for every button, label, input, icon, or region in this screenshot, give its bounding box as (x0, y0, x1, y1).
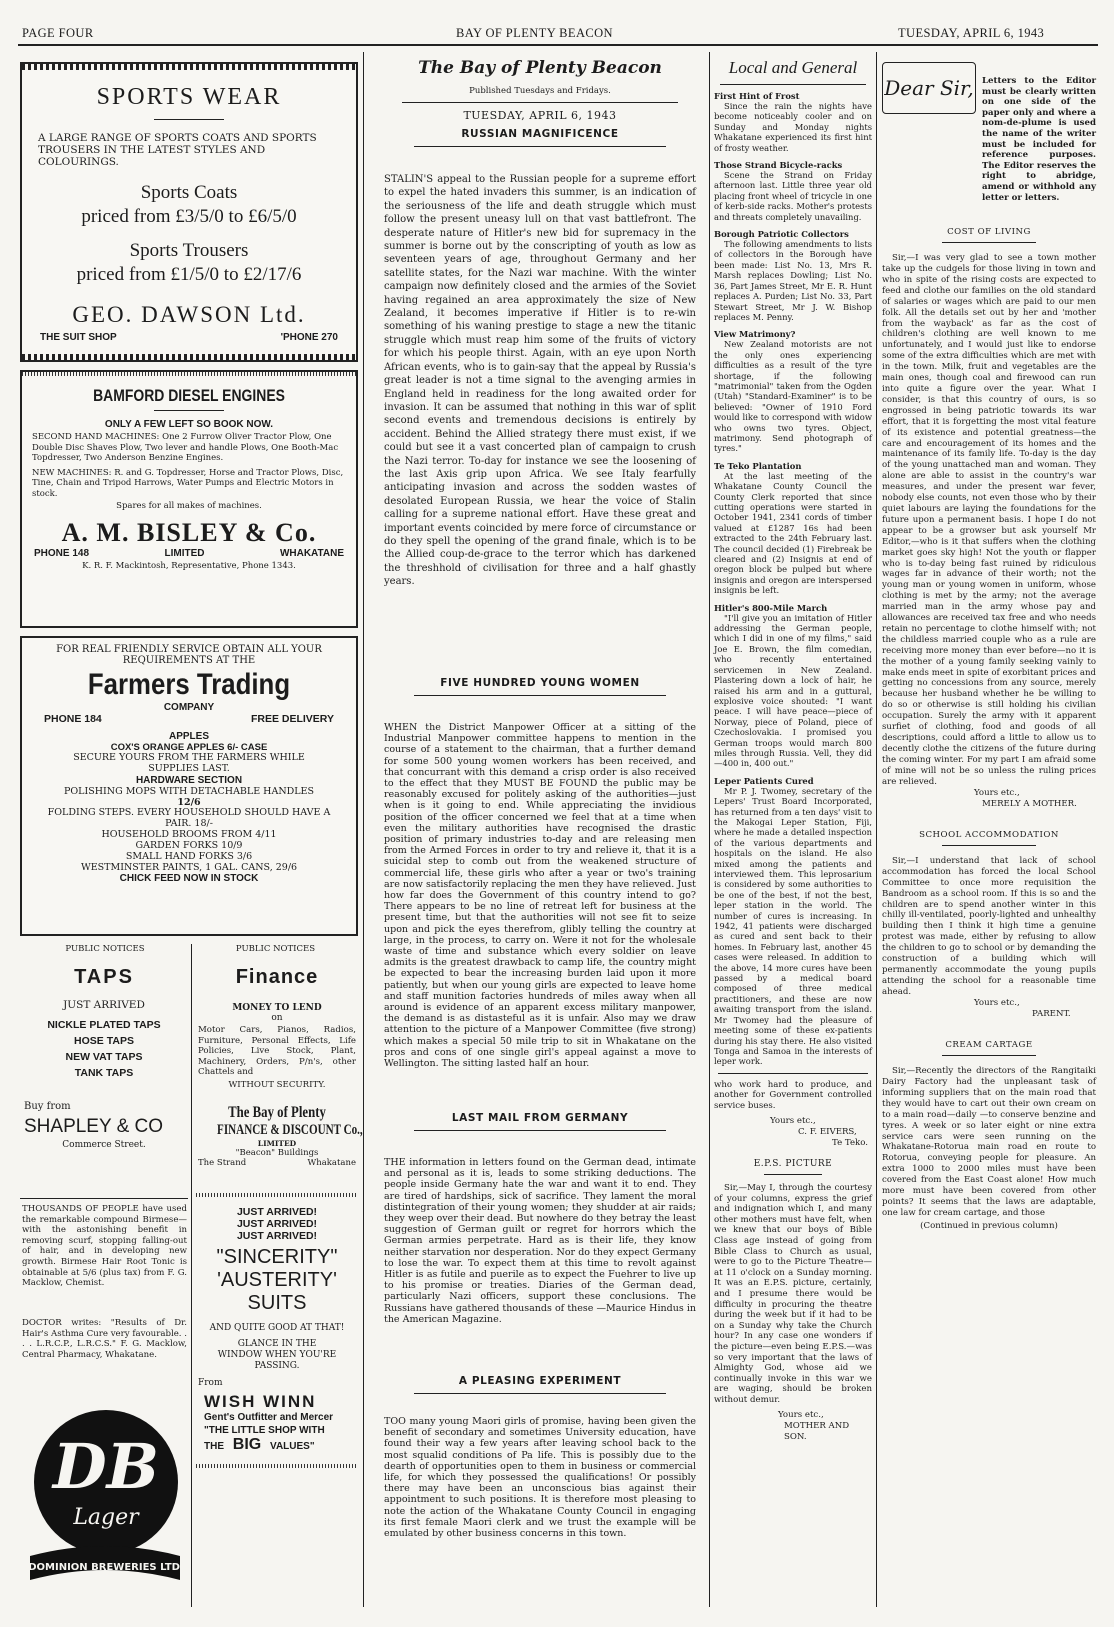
header-rule (18, 44, 1098, 46)
austerity: 'AUSTERITY' (217, 1269, 337, 1291)
hardware-heading: HARDWARE SECTION (135, 775, 243, 786)
taps-ad (20, 960, 188, 1200)
notice-divider (191, 944, 192, 1607)
taps-item: NICKLE PLATED TAPS (47, 1019, 161, 1031)
ad-intro: A LARGE RANGE OF SPORTS COATS AND SPORTS TROUSERS IN THE LATEST STYLES AND COLOURINGS. (38, 132, 317, 168)
local-items (714, 91, 872, 1067)
apples-heading: APPLES (168, 731, 209, 742)
local-item-text: At the last meeting of the Whakatane County Council the County Clerk reported that since cutting operations were started in October 1941, 2341 cords of timber valued at £1287 16s had been extracted to the 24th February last. The council decided (1) Firebreak be cleared and (2) Insignis at end of oregon block be pulped but where insignis and oregon are interspersed insignis be left. (714, 470, 872, 596)
steps-line: FOLDING STEPS. EVERY HOUSEHOLD SHOULD HAVE A PAIR. 18/- (47, 807, 331, 829)
big-word: BIG (232, 1436, 262, 1453)
letters-column (882, 54, 1096, 1614)
letter-sign: Yours etc., (778, 1409, 824, 1420)
shop-slogan: "THE LITTLE SHOP WITH (204, 1425, 325, 1436)
ad-representative: K. R. F. Mackintosh, Representative, Phone 1343. (82, 561, 296, 572)
svg-text:DOMINION BREWERIES LTD.: DOMINION BREWERIES LTD. (28, 1562, 184, 1573)
letter-text: Sir,—I understand that lack of school accommodation has forced the local School Committee to once more requisition the Bandroom as a school room. If this is so and the children are to spend another winter in this chilly ill-ventilated, poorly-lighted and unhealthy building then I think it high time a genuine protest was made, either by refusing to allow the children to go to school or by demanding the construction of a building which will permanently accommodate the young pupils attending the school for a reasonable time ahead. (882, 855, 1096, 997)
local-item-heading: Borough Patriotic Collectors (714, 229, 849, 240)
strand-label: The Strand (198, 1157, 247, 1168)
ad-town: Whakatane (307, 1157, 356, 1168)
ad-border-pattern (196, 1193, 356, 1197)
heading-rule (414, 695, 666, 696)
letter-heading: COST OF LIVING (947, 227, 1031, 238)
letters-notice: Letters to the Editor must be clearly written on one side of the paper only and where a nom-de-plume is used the name of the writer must be included for reference purposes. The Editor reserves the right to abridge, amend or withhold any letter or letters. (982, 76, 1096, 203)
brooms-line: HOUSEHOLD BROOMS FROM 4/11 (101, 829, 277, 840)
local-item-heading: Hitler's 800-Mile March (714, 602, 828, 613)
letter-tail: who work hard to produce, and another for Government controlled service buses. (714, 1079, 872, 1111)
values-word: VALUES" (270, 1441, 315, 1452)
ornament-rule (154, 119, 224, 120)
editorial-heading: FIVE HUNDRED YOUNG WOMEN (440, 677, 640, 689)
beacon-buildings: "Beacon" Buildings (235, 1147, 319, 1158)
letter-sign: Yours etc., (974, 787, 1020, 798)
ad-phone: PHONE 184 (44, 713, 102, 725)
sports-coats: Sports Coats (140, 182, 238, 203)
the-word: THE (204, 1441, 224, 1452)
cox-apples: COX'S ORANGE APPLES 6/- CASE (110, 742, 268, 753)
ad-intro: FOR REAL FRIENDLY SERVICE OBTAIN ALL YOUR REQUIREMENTS AT THE (56, 644, 322, 666)
editorial-article: TOO many young Maori girls of promise, having been given the benefit of secondary and sometimes University education, have found their way a few years after leaving school back to the most squalid conditions of Pa life. This is possibly due to the dearth of opportunities open to them in business or commercial life, for which they possessed the qualifications! Or possibly there may have been an unconscious bias against their appointment to such positions. It is therefore most pleasing to note the action of the Whakatane County Council in engaging its first female Maori clerk and we trust the example will be emulated by other business concerns in this town. (384, 1416, 696, 1540)
notice-rule (20, 1198, 188, 1199)
new-machines-list: NEW MACHINES: R. and G. Topdresser, Horse and Tractor Plows, Disc, Tine, Chain and Tripod Harrows, Water Pumps and Electric Motors in stock. (32, 467, 344, 499)
spares-line: Spares for all makes of machines. (116, 501, 262, 511)
ad-border-pattern (22, 64, 356, 70)
editorial-heading: A PLEASING EXPERIMENT (458, 1375, 622, 1387)
db-lager-logo (24, 1396, 184, 1596)
birmese-notice: THOUSANDS OF PEOPLE have used the remarkable compound Birmese—with the astonishing benefit in removing scurf, stopping falling-out of hair, and in developing new growth. Birmese Hair Root Tonic is obtainable at 5/6 (plus tax) from F. G. Macklow, Chemist. (22, 1204, 187, 1289)
page-number: PAGE FOUR (22, 26, 94, 40)
letter-sign: Yours etc., (974, 997, 1020, 1008)
just-arrived-line: JUST ARRIVED! (236, 1206, 318, 1218)
editorial-date: TUESDAY, APRIL 6, 1943 (463, 109, 617, 122)
published-line: Published Tuesdays and Fridays. (469, 86, 611, 96)
without-security: WITHOUT SECURITY. (228, 1079, 326, 1090)
editorial-article: STALIN'S appeal to the Russian people for a supreme effort to expel the hated invaders this summer, is an indication of the seriousness of the life and death struggle which must follow the present uneasy lull on that vast battlefront. The desperate nature of Hitler's new bid for supremacy in the summer is borne out by the conscripting of youth as low as seventeen years of age, throughout Germany and her satellite states, for the Nazi war machine. With the winter campaign now definitely closed and the armies of the Soviet having regained an area approximately the size of New Zealand, it becomes imperative if Hitler is to re-win something of his waning prestige to stage a new the titanic struggle which must reap him some of the fruits of victory for which his people thirst. Again, with an eye upon North African events, who is to gain-say that the appeal by Russia's great leader is not a time signal to the avenging armies in England held in readiness for the long awaited order for invasion. It can be assumed that nothing in this war of split second events and tremendous decisions is entirely by accident. Behind the Allied strategy there must exist, if we could but see it a vast concerted plan of campaign to crush the Nazi terror. To-day for instance we see the loosening of the last Axis grip upon Africa. We see Italy fearfully anticipating invasion and across the sodden wastes of desolated European Russia, we hear the voice of Stalin calling for a supreme national effort. Have these great and important events coincided by mere force of circumstance or do they spell the opening of the grand finale, which is to be the Allied coup-de-grace to the terror which has darkened the threshhold of civilisation for three and a half ghastly years. (384, 174, 696, 588)
editorial-column (384, 54, 696, 1614)
ad-phone: 'PHONE 270 (280, 332, 338, 343)
section-title: Local and General (728, 58, 858, 77)
local-item-text: "I'll give you an imitation of Hitler addressing the German people, which I did in one of my films," said Joe E. Brown, the film comedian, who recently entertained servicemen in New Zealand. Plastering down a lock of hair, he raised his arm and in a guttural, explosive voice shouted: "I want peace. I will have peace—piece of Norway, piece of Poland, piece of Czechoslovakia. I promised you German troops would march 800 miles through Russia. Vell, they did—400 in, 400 out." (714, 612, 872, 769)
ornament-rule (154, 410, 224, 411)
column-rule (363, 52, 364, 1607)
ad-firm-name: GEO. DAWSON Ltd. (72, 302, 306, 327)
dear-sir-text: Dear Sir, (884, 76, 974, 100)
letter-heading: SCHOOL ACCOMMODATION (919, 829, 1059, 840)
heading-rule (764, 1174, 822, 1175)
column-rule (709, 52, 710, 1607)
letter-text: Sir,—Recently the directors of the Rangitaiki Dairy Factory had the unpleasant task of informing suppliers that on the main road that they would have to cart out their own cream on to a main road—daily —to conserve benzine and tyres. A week or so later eight or nine extra service cars were seen running on the Whakatane-Rotorua main road en route to Rotorua, conveying people for pleasure. An extra 1000 to 2000 miles must have been covered from the East Coast alone! How much more must have been covered from other points? It seems that the laws are adaptable, one law for cream cartage, and those (882, 1066, 1096, 1218)
finance-items: Motor Cars, Pianos, Radios, Furniture, Personal Effects, Life Policies, Live Stock, Plant, Machinery, Orders, P/n's, other Chattels and (198, 1025, 356, 1078)
masthead: The Bay of Plenty Beacon (418, 58, 662, 78)
issue-date: TUESDAY, APRIL 6, 1943 (898, 26, 1045, 40)
letter-heading: CREAM CARTAGE (945, 1040, 1033, 1051)
svg-text:DB: DB (52, 1430, 160, 1503)
finance-ad (196, 960, 363, 1168)
letter-text: Sir,—I was very glad to see a town mother take up the cudgels for those living in town and who in spite of the rising costs are expected to feed and clothe our families on the old standard of salaries or wages which are paid to our men folk. All the details set out by her and 'mother from the wayback' as far as the cost of children's clothing are well known to me unfortunately, and I would just like to endorse some of the extra difficulties which are met with in the town. Milk, fruit and vegetables are the main ones, though coal and firewood can run into quite a figure over the year. What I consider, is that this country of ours, is so engrossed in being patriotic towards its war effort, that it is forgetting the most vital feature of its existence and potential greatness—the care and encouragement of its homes and the maintenance of its family life. To-day is the day of the young unattached man and woman. They alone are able to assist in the country's war measures, and under the present war fever, nobody else counts, not even those who by their quiet labours are laying the foundations for the future upon a permanent basis. I hope I do not appear to be a growser but ask yourself Mr Editor,—who is it that suffers when the clothing market goes sky high! Not the youth or flapper who is to-day being fast ruined by ridiculous wages far in advance of their worth; not the young man or young women in uniform, whose clothing is met by the army; not the average married man in the army whose pay and allowances are received tax free and who needs retain no percentage to clothe himself with; not the childless married couple who as a rule are receiving more money than ever before—no it is the mother of a young family seeking vainly to make ends meet in spite of exorbitant prices and getting no concessions from any source, merely because her husband whether he be willing to do so or otherwise is still holding his civilian occupation. Surely the army with it apparent surfiet of clothing, food and goods of all descriptions, could afford a little to allow us to decently clothe the citizens of the future during the coming winter. For my part I am afraid some of mine will not be so unless the ruling prices are relieved. (882, 253, 1096, 787)
ad-title: BAMFORD DIESEL ENGINES (93, 386, 285, 405)
local-item-text: Since the rain the nights have become noticeably cooler and on Sunday and Monday nights Whakatane experienced its first hint of frosty weather. (714, 101, 872, 153)
section-rule (718, 1073, 868, 1074)
secure-line: SECURE YOURS FROM THE FARMERS WHILE SUPPLIES LAST. (73, 752, 305, 774)
local-item-text: Mr P. J. Twomey, secretary of the Lepers' Trust Board Incorporated, has returned from a ten days' visit to the Makogai Leper Station, Fiji, where he made a detailed inspection of the various departments and hospitals on the island. He also mixed among the patients and interviewed them. This leprosarium is considered by some authorities to be one of the best, if not the best, leper station in the world. The number of cures is increasing. In 1942, 41 patients were discharged as cured and sent back to their homes. In February last, another 45 cases were released. In addition to the above, 14 more cures have been passed by a medical board composed of three medical practitioners, and these are now awaiting transport from the island. Mr Twomey had the pleasure of meeting some of these ex-patients during his stay there. He also visited Tonga and Samoa in the interests of leper work. (714, 785, 872, 1067)
paints-line: WESTMINSTER PAINTS, 1 GAL. CANS, 29/6 (80, 862, 298, 873)
public-notices-label: PUBLIC NOTICES (65, 944, 145, 954)
dear-sir-logo (882, 62, 976, 114)
heading-rule (414, 1130, 666, 1131)
ad-subtitle: ONLY A FEW LEFT SO BOOK NOW. (104, 419, 274, 430)
public-notices-label: PUBLIC NOTICES (235, 944, 316, 954)
editorial-heading: LAST MAIL FROM GERMANY (451, 1112, 629, 1124)
ad-phone: PHONE 148 (34, 548, 90, 560)
ad-street: Commerce Street. (62, 1140, 146, 1150)
ad-town: WHAKATANE (279, 548, 344, 560)
buy-from: Buy from (24, 1101, 71, 1112)
ad-title: Farmers Trading (87, 668, 291, 701)
ad-limited: LIMITED (164, 548, 205, 560)
local-item-heading: First Hint of Frost (714, 91, 800, 101)
firm-line-2: FINANCE & DISCOUNT Co., (217, 1121, 363, 1138)
wish-winn-ad (196, 1202, 358, 1604)
coats-price: priced from £3/5/0 to £6/5/0 (81, 206, 297, 227)
taps-item: TANK TAPS (74, 1067, 134, 1079)
from-label: From (198, 1378, 223, 1388)
section-rule (720, 84, 866, 85)
editorial-article: THE information in letters found on the German dead, intimate and personal as it is, leads to some striking deductions. The people inside Germany hate the war and want it to end. They are tired of hardships, sick of sacrifice. They lament the moral distintegration of their young women; they shudder at air raids; they weep over their dead. But nowhere do they betray the least suggestion of German guilt or regret for horrors which the German armies perpetrate. Hard as is their life, they know neither starvation nor desperation. Nor do they expect Germany to lose the war. To expect them at this time to revolt against Hitler is as futile and puerile as to expect the Fuehrer to live up to his promise or treaties. Diaries of the German dead, particularly Nazi officers, support these conclusions. The Russians have gathered thousands of these —Maurice Hindus in the American Magazine. (384, 1157, 696, 1325)
masthead-rule (402, 102, 678, 103)
just-arrived-line: JUST ARRIVED! (236, 1218, 318, 1230)
ad-firm-name: WISH WINN (204, 1392, 317, 1411)
heading-rule (942, 845, 1036, 846)
editorial-article: WHEN the District Manpower Officer at a sitting of the Industrial Manpower committee happens to mention in the course of a statement to the chairman, that a further demand for some 500 young women workers has been received, and that concurrant with this demand a crisp order is also received to the effect that they MUST BE FOUND the public may be reasonably excused for politely asking of the authorities—just when is it going to end. While appreciating the invidious position of the officer concerned we feel that at a time when even the military authorities have recognised the drastic position of primary industries to-day and are releasing men from the Armed Forces in order to try and relieve it, that it is a suicidal step to comb out from the weakened structure of commercial life, these girls who after a year or two's training are now satisfactorily replacing the men they have relieved. Just how far does the Government of this country intend to go? There appears to be no line of retreat left for business at the present time, but that the authorities will not see fit to seize upon and pick the eyes therefrom, glibly telling the country at large, in the process, to carry on. Were it not for the wholesale waste of time and substance which every soldier on leave admits is the greatest drawback to camp life, the country might be expected to bear the increasing burden laid upon it more patiently, but when our young girls are expected to leave home and staff munition factories hundreds of miles away when all around is evidence of an apparent excess military manpower, the demand is as distasteful as it is unfair. Also may we draw attention to the picture of a Manpower Committee (five strong) which makes a special 50 mile trip to sit in Whakatane on the pros and cons of one single girl's appeal against a move to Wellington. The sitting lasted half an hour. (384, 722, 696, 1070)
doctor-notice: DOCTOR writes: "Results of Dr. Hair's Asthma Cure very favourable. . . . L.R.C.P., L.R.C.S." F. G. Macklow, Central Pharmacy, Whakatane. (22, 1318, 187, 1360)
just-arrived: JUST ARRIVED (63, 999, 145, 1011)
letter-heading: E.P.S. PICTURE (753, 1159, 833, 1170)
trousers-price: priced from £1/5/0 to £2/17/6 (76, 264, 302, 285)
outfitter: Gent's Outfitter and Mercer (204, 1412, 334, 1423)
ad-firm-name: SHAPLEY & CO (24, 1116, 164, 1137)
letter-sign: C. F. EIVERS, (798, 1126, 857, 1137)
letter-sign: PARENT. (1032, 1008, 1071, 1019)
local-item-text: New Zealand motorists are not the only ones experiencing difficulties as a result of the tyre shortage, if the following "matrimonial" taken from the Ogden (Utah) "Standard-Examiner" is to be believed: "Owner of 1910 Ford would like to correspond with widow who owns two tyres. Object, matrimony. Send photograph of tyres." (714, 339, 872, 454)
firm-line-1: The Bay of Plenty (228, 1103, 326, 1121)
company-label: COMPANY (163, 702, 215, 713)
suit-shop: THE SUIT SHOP (40, 332, 117, 343)
quite-good: AND QUITE GOOD AT THAT! (209, 1323, 345, 1333)
letter-text: Sir,—May I, through the courtesy of your columns, express the grief and indignation which I, and many other mothers must have felt, when we knew that our boys of Bible Class age instead of going from Bible Class to Church as usual, were to go to the Picture Theatre—at 11 o'clock on a Sunday morning. It was an E.P.S. picture, certainly, and I presume there would be difficulty in procuring the theatre during the week but if it had to be on a Sunday why take the Church hour? In any case one wonders if the picture—even being E.P.S.—was so very important that the laws of Almighty God, whose aid we continually invoke in this war we are waging, should be broken without demur. (714, 1183, 872, 1405)
editorial-heading: RUSSIAN MAGNIFICENCE (461, 128, 619, 140)
bamford-engines-ad (20, 370, 358, 628)
ad-limited: LIMITED (257, 1138, 297, 1148)
ad-border-pattern (22, 372, 356, 376)
chick-feed-line: CHICK FEED NOW IN STOCK (119, 873, 259, 884)
ad-title: TAPS (74, 966, 134, 988)
letter-sign: Te Teko. (832, 1137, 868, 1148)
column-rule (876, 52, 877, 1607)
heading-rule (942, 1055, 1036, 1056)
local-item-text: Scene the Strand on Friday afternoon last. Little three year old placing front wheel of tricycle in one of kerb-side racks. Mother's protests and threats completely unavailing. (714, 170, 872, 222)
mops-line: POLISHING MOPS WITH DETACHABLE HANDLES (63, 786, 314, 797)
svg-text:Lager: Lager (73, 1505, 139, 1530)
continued-note: (Continued in previous column) (920, 1220, 1058, 1231)
local-item-text: The following amendments to lists of collectors in the Borough have been made: List No. 13, Mrs R. Marsh replaces Dowling; List No. 36, Part James Street, Mr E. R. Hunt replaces A. Purden; List No. 33, Part Stewart Street, Mr J. W. Bishop replaces M. Penny. (714, 239, 872, 322)
newspaper-name: BAY OF PLENTY BEACON (456, 26, 613, 40)
taps-item: HOSE TAPS (74, 1035, 134, 1047)
ad-title: Finance (235, 966, 319, 988)
sincerity: "SINCERITY" (216, 1246, 338, 1268)
letter-sign: MERELY A MOTHER. (982, 798, 1077, 809)
glance-line: GLANCE IN THE WINDOW WHEN YOU'RE PASSING. (217, 1339, 337, 1371)
farmers-trading-ad (20, 636, 358, 936)
garden-forks-line: GARDEN FORKS 10/9 (135, 840, 243, 851)
local-item-heading: Leper Patients Cured (714, 775, 814, 786)
second-hand-list: SECOND HAND MACHINES: One 2 Furrow Oliver Tractor Plow, One Double Disc Shaves Plow, Two lever and handle Plows, One Booth-Mac Topdresser, Two Anderson Benzine Engines. (32, 432, 339, 463)
on-label: on (271, 1013, 283, 1023)
ad-border-pattern (196, 1464, 358, 1468)
ad-title: SPORTS WEAR (96, 84, 282, 110)
just-arrived-line: JUST ARRIVED! (236, 1230, 318, 1242)
letter-sign: MOTHER AND SON. (784, 1420, 850, 1442)
letter-sign: Yours etc., (770, 1115, 816, 1126)
heading-rule (942, 242, 1036, 243)
sports-wear-ad (20, 62, 358, 362)
heading-rule (414, 1393, 666, 1394)
ad-border-pattern (22, 354, 356, 360)
sports-trousers: Sports Trousers (129, 240, 249, 261)
db-lager-badge (24, 1396, 184, 1596)
local-item-heading: Those Strand Bicycle-racks (714, 160, 843, 171)
hand-forks-line: SMALL HAND FORKS 3/6 (125, 851, 253, 862)
mops-price: 12/6 (177, 797, 201, 808)
ad-firm-name: A. M. BISLEY & Co. (61, 518, 317, 548)
local-general-column (714, 54, 872, 1614)
taps-item: NEW VAT TAPS (65, 1051, 143, 1063)
local-item-heading: Te Teko Plantation (714, 460, 802, 471)
heading-rule (414, 146, 666, 147)
local-item-heading: View Matrimony? (714, 329, 796, 340)
free-delivery: FREE DELIVERY (250, 713, 334, 725)
money-to-lend: MONEY TO LEND (232, 1003, 322, 1013)
suits: SUITS (247, 1292, 307, 1314)
